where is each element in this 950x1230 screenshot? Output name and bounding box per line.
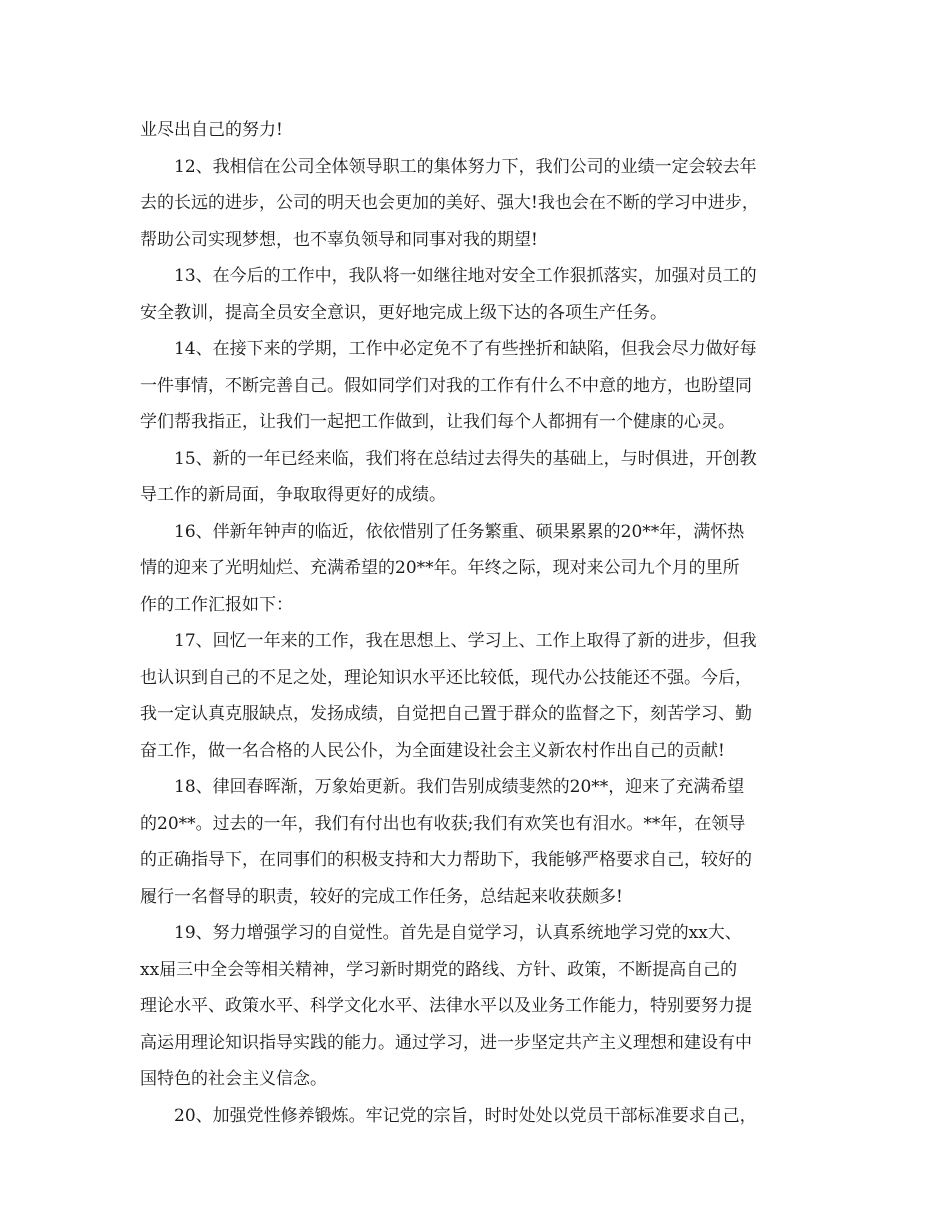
text-line: 高运用理论知识指导实践的能力。通过学习，进一步坚定共产主义理想和建设有中 — [140, 1032, 752, 1053]
text-line: 16、伴新年钟声的临近，依依惜别了任务繁重、硕果累累的20**年，满怀热 — [174, 521, 745, 542]
text-line: 学们帮我指正，让我们一起把工作做到，让我们每个人都拥有一个健康的心灵。 — [140, 412, 735, 432]
text-line: 理论水平、政策水平、科学文化水平、法律水平以及业务工作能力，特别要努力提 — [140, 996, 752, 1016]
text-line: 19、努力增强学习的自觉性。首先是自觉学习，认真系统地学习党的xx大、 — [174, 923, 742, 943]
text-line: 我一定认真克服缺点，发扬成绩，自觉把自己置于群众的监督之下，刻苦学习、勤 — [140, 704, 752, 724]
text-line: 奋工作，做一名合格的人民公仆，为全面建设社会主义新农村作出自己的贡献! — [140, 740, 725, 761]
text-line: 去的长远的进步，公司的明天也会更加的美好、强大!我也会在不断的学习中进步， — [140, 193, 759, 213]
text-line: 14、在接下来的学期，工作中必定免不了有些挫折和缺陷，但我会尽力做好每 — [174, 339, 757, 359]
text-line: 20、加强党性修养锻炼。牢记党的宗旨，时时处处以党员干部标准要求自己， — [174, 1105, 757, 1126]
text-line: 17、回忆一年来的工作，我在思想上、学习上、工作上取得了新的进步，但我 — [174, 631, 757, 651]
text-line: 国特色的社会主义信念。 — [140, 1069, 327, 1089]
text-line: 帮助公司实现梦想，也不辜负领导和同事对我的期望! — [140, 229, 538, 250]
text-line: 13、在今后的工作中，我队将一如继往地对安全工作狠抓落实，加强对员工的 — [174, 266, 757, 286]
text-line: 业尽出自己的努力! — [140, 120, 283, 140]
text-line: 一件事情，不断完善自己。假如同学们对我的工作有什么不中意的地方，也盼望同 — [140, 375, 752, 396]
text-line: 也认识到自己的不足之处，理论知识水平还比较低，现代办公技能还不强。今后， — [140, 667, 752, 688]
text-line: 履行一名督导的职责，较好的完成工作任务，总结起来收获颇多! — [140, 886, 623, 907]
text-line: 18、律回春晖渐，万象始更新。我们告别成绩斐然的20**，迎来了充满希望 — [174, 777, 745, 797]
text-line: 情的迎来了光明灿烂、充满希望的20**年。年终之际，现对来公司九个月的里所 — [140, 558, 740, 578]
text-line: 的正确指导下，在同事们的积极支持和大力帮助下，我能够严格要求自己，较好的 — [140, 850, 752, 870]
document-body — [140, 112, 820, 1134]
text-line: 安全教训，提高全员安全意识，更好地完成上级下达的各项生产任务。 — [140, 302, 667, 323]
text-line: 导工作的新局面，争取取得更好的成绩。 — [140, 485, 446, 505]
text-line: 作的工作汇报如下： — [140, 594, 293, 615]
text-line: xx届三中全会等相关精神，学习新时期党的路线、方针、政策，不断提高自己的 — [140, 959, 738, 980]
text-line: 15、新的一年已经来临，我们将在总结过去得失的基础上，与时俱进，开创教 — [174, 448, 757, 469]
text-line: 12、我相信在公司全体领导职工的集体努力下，我们公司的业绩一定会较去年 — [174, 156, 757, 177]
text-line: 的20**。过去的一年，我们有付出也有收获;我们有欢笑也有泪水。**年，在领导 — [140, 813, 746, 834]
